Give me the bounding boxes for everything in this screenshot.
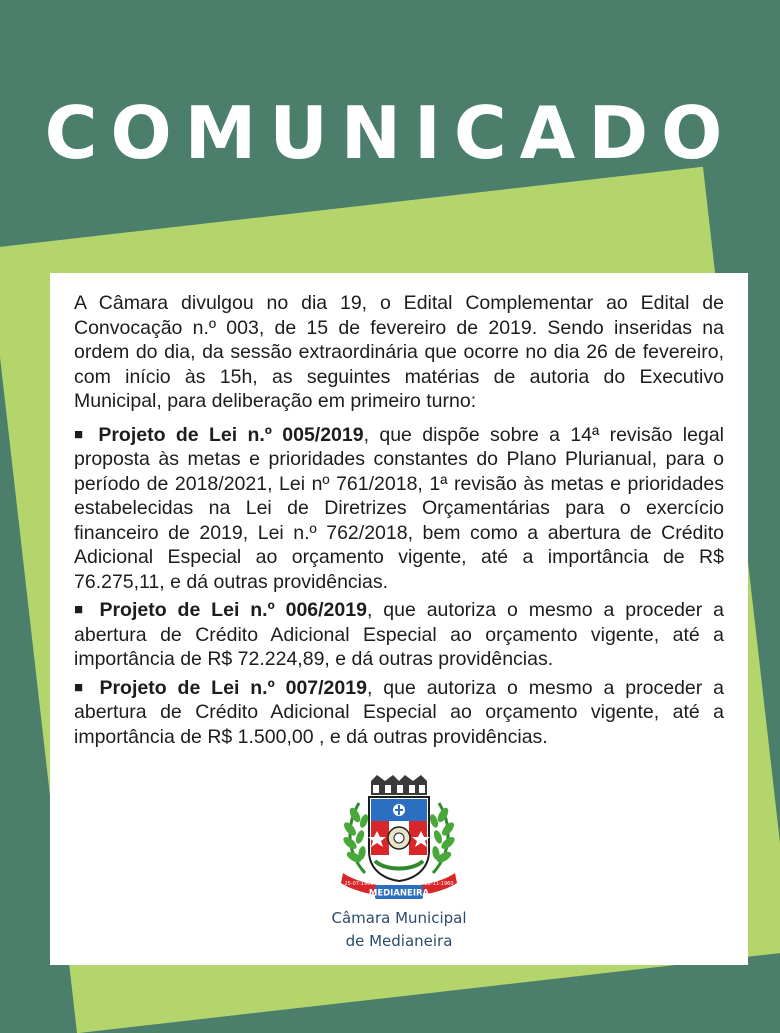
list-item bbox=[74, 676, 724, 750]
notice-body bbox=[74, 291, 724, 749]
chamber-logo bbox=[50, 773, 748, 951]
org-name-line2: de Medianeira bbox=[345, 932, 453, 950]
logo-date-right: 28-11-1960 bbox=[424, 881, 454, 887]
bill-description: , que autoriza o mesmo a proceder a abertura de Crédito Adicional Especial ao orçamento vigente, até a importância de R$ 1.500,00 , e dá outras providências. bbox=[74, 676, 725, 748]
bill-description: , que autoriza o mesmo a proceder a abertura de Crédito Adicional Especial ao orçamento vigente, até a importância de R$ 72.224,89, e dá outras providências. bbox=[74, 599, 725, 670]
bill-name: Projeto de Lei n.º 005/2019 bbox=[98, 423, 364, 446]
logo-banner: MEDIANEIRA bbox=[368, 888, 430, 899]
logo-date-left: 25-07-1960 bbox=[344, 881, 374, 887]
bill-name: Projeto de Lei n.º 007/2019 bbox=[99, 676, 367, 699]
list-item bbox=[74, 423, 724, 595]
notice-card bbox=[50, 273, 748, 965]
list-item bbox=[74, 598, 724, 672]
bullet-icon: ■ bbox=[74, 425, 88, 443]
bullet-icon: ■ bbox=[74, 601, 89, 618]
bill-name: Projeto de Lei n.º 006/2019 bbox=[99, 599, 367, 621]
bullet-icon: ■ bbox=[74, 678, 89, 696]
intro-paragraph: A Câmara divulgou no dia 19, o Edital Complementar ao Edital de Convocação n.º 003, de 15 de fevereiro de 2019. Sendo inseridas na ordem do dia, da sessão extraordinária que ocorre no dia 26 de fevereiro, com início às 15h, as seguintes matérias de autoria do Executivo Municipal, para deliberação em primeiro turno: bbox=[74, 292, 724, 412]
coat-of-arms-icon bbox=[329, 773, 469, 905]
page-title: COMUNICADO bbox=[44, 91, 736, 175]
org-name-line1: Câmara Municipal bbox=[331, 909, 467, 927]
bill-description: , que dispõe sobre a 14ª revisão legal proposta às metas e prioridades constantes do Plano Plurianual, para o período de 2018/2021, Lei nº 761/2018, 1ª revisão às metas e prioridades estabelecidas na Lei de Diretrizes Orçamentárias para o exercício financeiro de 2019, Lei n.º 762/2018, bem como a abertura de Crédito Adicional Especial ao orçamento vigente, até a importância de R$ 76.275,11, e dá outras providências. bbox=[74, 423, 724, 593]
